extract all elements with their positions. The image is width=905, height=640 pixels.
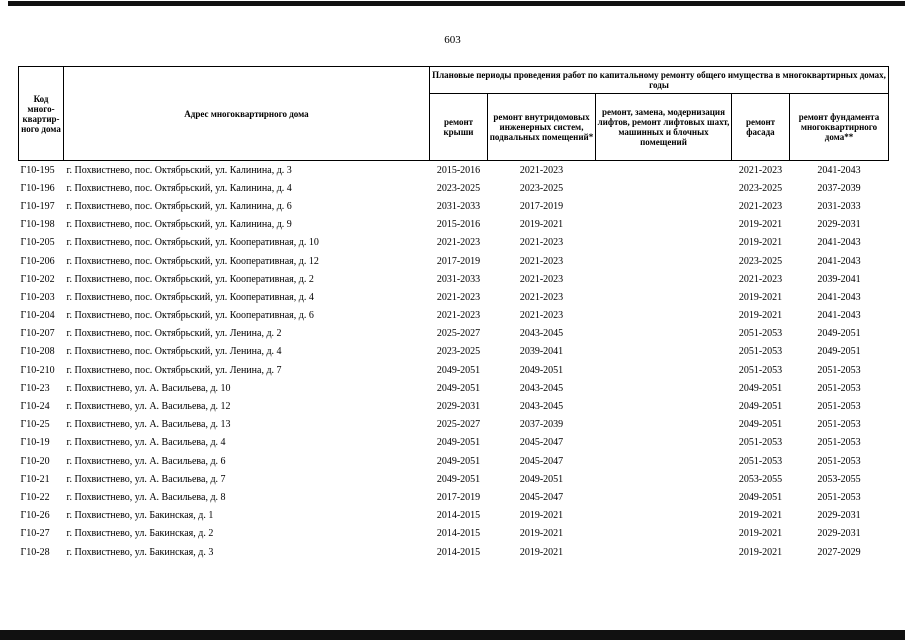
address-cell: г. Похвистнево, ул. А. Васильева, д. 4 <box>66 437 226 449</box>
address-cell: г. Похвистнево, ул. Бакинская, д. 1 <box>66 510 214 522</box>
facade-cell: 2051-2053 <box>738 328 783 340</box>
header-address: Адрес многоквартирного дома <box>64 67 430 161</box>
roof-cell: 2029-2031 <box>436 401 481 413</box>
code-cell: Г10-28 <box>20 546 50 558</box>
code-cell: Г10-204 <box>20 310 55 322</box>
lifts-cell <box>596 452 732 470</box>
lifts-cell <box>596 525 732 543</box>
page-number: 603 <box>444 34 461 46</box>
foundation-cell: 2053-2055 <box>817 473 861 485</box>
systems-cell: 2037-2039 <box>519 419 564 431</box>
systems-cell: 2021-2023 <box>519 255 564 267</box>
table-row <box>19 343 889 361</box>
address-cell: г. Похвистнево, пос. Октябрьский, ул. Ленина, д. 7 <box>66 364 282 376</box>
header-roof: ремонт крыши <box>430 94 488 161</box>
table-body <box>19 161 889 562</box>
roof-cell: 2021-2023 <box>436 291 481 303</box>
foundation-cell: 2027-2029 <box>817 546 861 558</box>
table-row <box>19 216 889 234</box>
foundation-cell: 2041-2043 <box>817 310 861 322</box>
systems-cell: 2045-2047 <box>519 437 564 449</box>
foundation-cell: 2051-2053 <box>817 455 861 467</box>
lifts-cell <box>596 216 732 234</box>
address-cell: г. Похвистнево, ул. А. Васильева, д. 8 <box>66 491 226 503</box>
foundation-cell: 2041-2043 <box>817 255 861 267</box>
code-cell: Г10-202 <box>20 273 55 285</box>
foundation-cell: 2029-2031 <box>817 219 861 231</box>
systems-cell: 2021-2023 <box>519 291 564 303</box>
roof-cell: 2021-2023 <box>436 237 481 249</box>
code-cell: Г10-23 <box>20 382 50 394</box>
code-cell: Г10-197 <box>20 200 55 212</box>
code-cell: Г10-195 <box>20 164 55 176</box>
systems-cell: 2043-2045 <box>519 401 564 413</box>
roof-cell: 2014-2015 <box>436 528 481 540</box>
foundation-cell: 2037-2039 <box>817 182 861 194</box>
table-row <box>19 397 889 415</box>
lifts-cell <box>596 325 732 343</box>
repair-schedule-table <box>18 66 889 561</box>
facade-cell: 2049-2051 <box>738 491 783 503</box>
facade-cell: 2049-2051 <box>738 401 783 413</box>
code-cell: Г10-22 <box>20 491 50 503</box>
address-cell: г. Похвистнево, ул. А. Васильева, д. 6 <box>66 455 226 467</box>
foundation-cell: 2051-2053 <box>817 364 861 376</box>
foundation-cell: 2041-2043 <box>817 237 861 249</box>
code-cell: Г10-21 <box>20 473 50 485</box>
lifts-cell <box>596 179 732 197</box>
header-systems: ремонт внутридомовых инженерных систем, подвальных помещений* <box>488 94 596 161</box>
lifts-cell <box>596 197 732 215</box>
foundation-cell: 2029-2031 <box>817 528 861 540</box>
foundation-cell: 2031-2033 <box>817 200 861 212</box>
systems-cell: 2021-2023 <box>519 273 564 285</box>
code-cell: Г10-27 <box>20 528 50 540</box>
systems-cell: 2019-2021 <box>519 510 564 522</box>
roof-cell: 2017-2019 <box>436 491 481 503</box>
roof-cell: 2049-2051 <box>436 382 481 394</box>
table-row <box>19 434 889 452</box>
roof-cell: 2017-2019 <box>436 255 481 267</box>
systems-cell: 2049-2051 <box>519 364 564 376</box>
systems-cell: 2045-2047 <box>519 491 564 503</box>
table-row <box>19 507 889 525</box>
address-cell: г. Похвистнево, пос. Октябрьский, ул. Кооперативная, д. 12 <box>66 255 319 267</box>
code-cell: Г10-208 <box>20 346 55 358</box>
systems-cell: 2045-2047 <box>519 455 564 467</box>
address-cell: г. Похвистнево, пос. Октябрьский, ул. Калинина, д. 6 <box>66 200 292 212</box>
systems-cell: 2017-2019 <box>519 200 564 212</box>
address-cell: г. Похвистнево, ул. А. Васильева, д. 13 <box>66 419 231 431</box>
foundation-cell: 2029-2031 <box>817 510 861 522</box>
top-border-bar <box>8 1 905 6</box>
roof-cell: 2031-2033 <box>436 200 481 212</box>
header-lifts: ремонт, замена, модернизация лифтов, ремонт лифтовых шахт, машинных и блочных помещений <box>596 94 732 161</box>
code-cell: Г10-25 <box>20 419 50 431</box>
roof-cell: 2021-2023 <box>436 310 481 322</box>
facade-cell: 2049-2051 <box>738 419 783 431</box>
lifts-cell <box>596 361 732 379</box>
systems-cell: 2023-2025 <box>519 182 564 194</box>
roof-cell: 2015-2016 <box>436 219 481 231</box>
address-cell: г. Похвистнево, ул. Бакинская, д. 2 <box>66 528 214 540</box>
code-cell: Г10-26 <box>20 510 50 522</box>
code-cell: Г10-203 <box>20 291 55 303</box>
roof-cell: 2025-2027 <box>436 328 481 340</box>
table-row <box>19 197 889 215</box>
facade-cell: 2021-2023 <box>738 164 783 176</box>
facade-cell: 2051-2053 <box>738 346 783 358</box>
address-cell: г. Похвистнево, ул. А. Васильева, д. 12 <box>66 401 231 413</box>
systems-cell: 2043-2045 <box>519 328 564 340</box>
facade-cell: 2021-2023 <box>738 273 783 285</box>
systems-cell: 2049-2051 <box>519 473 564 485</box>
header-code: Код много-квартир-ного дома <box>19 67 64 161</box>
lifts-cell <box>596 343 732 361</box>
table-row <box>19 161 889 180</box>
systems-cell: 2019-2021 <box>519 219 564 231</box>
systems-cell: 2039-2041 <box>519 346 564 358</box>
code-cell: Г10-207 <box>20 328 55 340</box>
address-cell: г. Похвистнево, ул. Бакинская, д. 3 <box>66 546 214 558</box>
roof-cell: 2031-2033 <box>436 273 481 285</box>
table-row <box>19 543 889 561</box>
facade-cell: 2021-2023 <box>738 200 783 212</box>
table-row <box>19 252 889 270</box>
address-cell: г. Похвистнево, пос. Октябрьский, ул. Ленина, д. 4 <box>66 346 282 358</box>
header-foundation: ремонт фундамента многоквартирного дома** <box>790 94 889 161</box>
address-cell: г. Похвистнево, пос. Октябрьский, ул. Калинина, д. 9 <box>66 219 292 231</box>
lifts-cell <box>596 288 732 306</box>
lifts-cell <box>596 270 732 288</box>
table-row <box>19 234 889 252</box>
header-periods-group: Плановые периоды проведения работ по капитальному ремонту общего имущества в многоквартирных домах, годы <box>430 67 889 94</box>
code-cell: Г10-20 <box>20 455 50 467</box>
facade-cell: 2023-2025 <box>738 182 783 194</box>
address-cell: г. Похвистнево, пос. Октябрьский, ул. Ленина, д. 2 <box>66 328 282 340</box>
facade-cell: 2051-2053 <box>738 455 783 467</box>
table-row <box>19 379 889 397</box>
foundation-cell: 2041-2043 <box>817 164 861 176</box>
roof-cell: 2015-2016 <box>436 164 481 176</box>
foundation-cell: 2049-2051 <box>817 346 861 358</box>
foundation-cell: 2051-2053 <box>817 491 861 503</box>
lifts-cell <box>596 234 732 252</box>
table-row <box>19 307 889 325</box>
bottom-border-bar <box>0 630 905 640</box>
lifts-cell <box>596 416 732 434</box>
foundation-cell: 2051-2053 <box>817 437 861 449</box>
table-row <box>19 452 889 470</box>
code-cell: Г10-210 <box>20 364 55 376</box>
foundation-cell: 2051-2053 <box>817 382 861 394</box>
lifts-cell <box>596 252 732 270</box>
roof-cell: 2025-2027 <box>436 419 481 431</box>
table-row <box>19 416 889 434</box>
lifts-cell <box>596 543 732 561</box>
table-row <box>19 179 889 197</box>
roof-cell: 2014-2015 <box>436 510 481 522</box>
facade-cell: 2019-2021 <box>738 510 783 522</box>
table-row <box>19 361 889 379</box>
address-cell: г. Похвистнево, пос. Октябрьский, ул. Кооперативная, д. 4 <box>66 291 314 303</box>
header-facade: ремонт фасада <box>732 94 790 161</box>
address-cell: г. Похвистнево, ул. А. Васильева, д. 7 <box>66 473 226 485</box>
roof-cell: 2049-2051 <box>436 455 481 467</box>
address-cell: г. Похвистнево, пос. Октябрьский, ул. Кооперативная, д. 6 <box>66 310 314 322</box>
table-row <box>19 270 889 288</box>
code-cell: Г10-205 <box>20 237 55 249</box>
facade-cell: 2019-2021 <box>738 310 783 322</box>
roof-cell: 2049-2051 <box>436 473 481 485</box>
lifts-cell <box>596 161 732 180</box>
code-cell: Г10-196 <box>20 182 55 194</box>
systems-cell: 2043-2045 <box>519 382 564 394</box>
facade-cell: 2051-2053 <box>738 437 783 449</box>
roof-cell: 2023-2025 <box>436 346 481 358</box>
lifts-cell <box>596 470 732 488</box>
table-row <box>19 470 889 488</box>
facade-cell: 2019-2021 <box>738 219 783 231</box>
facade-cell: 2019-2021 <box>738 291 783 303</box>
table-row <box>19 288 889 306</box>
table-row <box>19 488 889 506</box>
roof-cell: 2023-2025 <box>436 182 481 194</box>
address-cell: г. Похвистнево, пос. Октябрьский, ул. Кооперативная, д. 10 <box>66 237 319 249</box>
facade-cell: 2019-2021 <box>738 528 783 540</box>
table-row <box>19 525 889 543</box>
foundation-cell: 2051-2053 <box>817 401 861 413</box>
facade-cell: 2051-2053 <box>738 364 783 376</box>
lifts-cell <box>596 507 732 525</box>
foundation-cell: 2041-2043 <box>817 291 861 303</box>
address-cell: г. Похвистнево, ул. А. Васильева, д. 10 <box>66 382 231 394</box>
roof-cell: 2049-2051 <box>436 364 481 376</box>
systems-cell: 2021-2023 <box>519 310 564 322</box>
lifts-cell <box>596 307 732 325</box>
systems-cell: 2021-2023 <box>519 164 564 176</box>
roof-cell: 2049-2051 <box>436 437 481 449</box>
systems-cell: 2021-2023 <box>519 237 564 249</box>
code-cell: Г10-206 <box>20 255 55 267</box>
code-cell: Г10-19 <box>20 437 50 449</box>
code-cell: Г10-24 <box>20 401 50 413</box>
foundation-cell: 2039-2041 <box>817 273 861 285</box>
facade-cell: 2019-2021 <box>738 546 783 558</box>
code-cell: Г10-198 <box>20 219 55 231</box>
lifts-cell <box>596 434 732 452</box>
address-cell: г. Похвистнево, пос. Октябрьский, ул. Кооперативная, д. 2 <box>66 273 314 285</box>
address-cell: г. Похвистнево, пос. Октябрьский, ул. Калинина, д. 4 <box>66 182 292 194</box>
lifts-cell <box>596 488 732 506</box>
facade-cell: 2019-2021 <box>738 237 783 249</box>
foundation-cell: 2049-2051 <box>817 328 861 340</box>
lifts-cell <box>596 379 732 397</box>
facade-cell: 2023-2025 <box>738 255 783 267</box>
facade-cell: 2053-2055 <box>738 473 783 485</box>
table-row <box>19 325 889 343</box>
roof-cell: 2014-2015 <box>436 546 481 558</box>
systems-cell: 2019-2021 <box>519 546 564 558</box>
foundation-cell: 2051-2053 <box>817 419 861 431</box>
facade-cell: 2049-2051 <box>738 382 783 394</box>
lifts-cell <box>596 397 732 415</box>
systems-cell: 2019-2021 <box>519 528 564 540</box>
address-cell: г. Похвистнево, пос. Октябрьский, ул. Калинина, д. 3 <box>66 164 292 176</box>
